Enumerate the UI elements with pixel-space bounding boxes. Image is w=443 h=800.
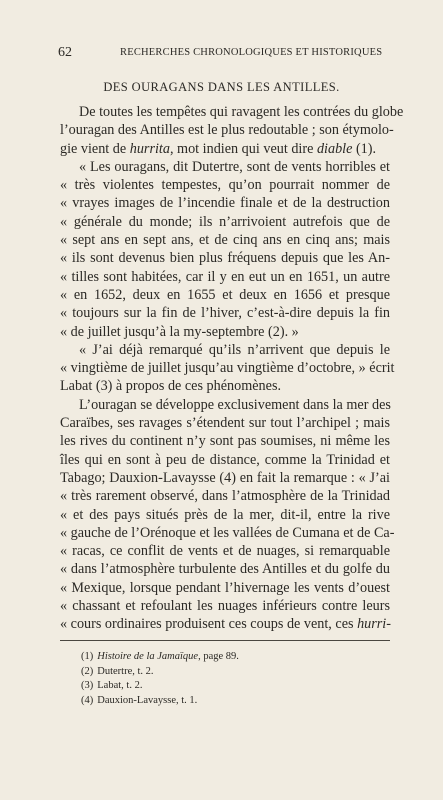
text-segment: « et des pays situés près de la mer, dit-il, entre la rive: [60, 506, 390, 523]
text-line: [60, 359, 395, 377]
text-line: [60, 506, 390, 524]
text-line: [60, 451, 390, 469]
footnotes: [81, 650, 381, 708]
text-segment: « Mexique, lorsque pendant l’hivernage les vents d’ouest: [60, 579, 390, 596]
text-segment: « racas, ce conflit de vents et de nuages, si remarquable: [60, 543, 390, 560]
text-segment: « Les ouragans, dit Dutertre, sont de vents horribles et: [79, 158, 390, 175]
text-line: [60, 597, 390, 615]
text-line: [60, 176, 390, 194]
text-line: [60, 542, 390, 560]
text-line: [60, 286, 390, 304]
footnote-label: (2): [81, 665, 94, 677]
text-segment: « vingtième de juillet jusqu’au vingtième d’octobre, » écrit: [60, 360, 395, 377]
text-segment: Labat (3) à propos de ces phénomènes.: [60, 378, 282, 395]
text-segment: « très rarement observé, dans l’atmosphère de la Trinidad: [60, 488, 390, 505]
text-segment: diable: [316, 140, 353, 157]
text-line: [60, 524, 395, 542]
text-segment: « chassant et refoulant les nuages inférieurs contre leurs: [60, 598, 390, 615]
text-line: [60, 268, 390, 286]
text-line: [60, 103, 404, 121]
page-header: [58, 45, 398, 63]
text-line: [60, 231, 390, 249]
text-line: [60, 323, 390, 341]
running-title: RECHERCHES CHRONOLOGIQUES ET HISTORIQUES: [120, 47, 383, 58]
text-segment: « tilles sont habitées, car il y en eut un en 1651, un autre: [60, 268, 390, 285]
text-line: [60, 213, 390, 231]
text-line: [60, 377, 390, 395]
text-segment: les rives du continent n’y sont pas soumises, ni même les: [60, 433, 390, 450]
text-line: [60, 121, 394, 139]
text-segment: « ils sont devenus bien plus fréquens depuis que les An-: [60, 250, 390, 267]
text-segment: « vrayes images de l’incendie finale et de la destruction: [60, 195, 390, 212]
text-segment: « générale du monde; ils n’arrivoient autrefois que de: [60, 213, 390, 230]
text-segment: « de juillet jusqu’à la my-septembre (2). »: [60, 323, 299, 340]
text-segment: l’ouragan des Antilles est le plus redoutable ; son étymolo-: [60, 122, 394, 139]
text-line: [60, 341, 390, 359]
text-segment: Histoire de la Jamaïque: [97, 651, 199, 662]
text-segment: « toujours sur la fin de l’hiver, c’est-à-dire depuis la fin: [60, 305, 390, 322]
page-number: 62: [58, 45, 72, 60]
text-segment: « gauche de l’Orénoque et les vallées de Cumana et de Ca-: [60, 524, 395, 541]
text-segment: « en 1652, deux en 1655 et deux en 1656 et presque: [60, 286, 390, 303]
text-segment: « cours ordinaires produisent ces coups de vent, ces: [60, 616, 358, 633]
text-segment: hurrita: [129, 140, 170, 157]
text-line: [60, 432, 390, 450]
text-line: [60, 194, 390, 212]
text-line: [60, 249, 390, 267]
text-segment: , mot indien qui veut dire: [169, 140, 317, 157]
text-segment: Labat, t. 2.: [97, 680, 143, 691]
footnote-label: (4): [81, 694, 94, 706]
text-line: [60, 469, 390, 487]
text-line: [60, 579, 390, 597]
footnote: [81, 665, 381, 680]
text-segment: gie vient de: [60, 140, 130, 157]
text-segment: Dauxion-Lavaysse, t. 1.: [97, 694, 198, 706]
text-segment: De toutes les tempêtes qui ravagent les contrées du globe: [79, 104, 404, 120]
text-segment: « J’ai déjà remarqué qu’ils n’arrivent que depuis le: [79, 341, 390, 358]
text-line: [60, 615, 390, 633]
text-segment: îles qui en sont à peu de distance, comme la Trinidad et: [60, 451, 390, 468]
text-line: [60, 158, 390, 176]
text-line: [60, 140, 390, 158]
footnote: [81, 679, 381, 694]
text-line: [60, 560, 390, 578]
text-line: [60, 396, 390, 414]
text-segment: « dans l’atmosphère turbulente des Antilles et du golfe du: [60, 561, 390, 578]
text-line: [60, 487, 390, 505]
text-segment: L’ouragan se développe exclusivement dans la mer des: [79, 396, 391, 413]
text-segment: « sept ans en sept ans, et de cinq ans en cinq ans; mais: [60, 232, 390, 249]
body-text: [60, 103, 404, 634]
text-segment: , page 89.: [198, 651, 239, 662]
footnote-rule: [60, 640, 390, 641]
text-segment: Dutertre, t. 2.: [97, 665, 154, 677]
text-segment: hurri-: [357, 616, 391, 633]
text-segment: « très violentes tempestes, qu’on pourrait nommer de: [60, 177, 390, 194]
footnote: [81, 694, 381, 709]
section-title: DES OURAGANS DANS LES ANTILLES.: [103, 80, 340, 94]
footnote: [81, 650, 381, 665]
text-line: [60, 304, 390, 322]
text-line: [60, 414, 390, 432]
text-segment: Caraïbes, ses ravages s’étendent sur tout l’archipel ; mais: [60, 415, 390, 432]
text-segment: (1).: [352, 140, 377, 157]
text-segment: Tabago; Dauxion-Lavaysse (4) en fait la remarque : « J’ai: [60, 469, 390, 486]
footnote-label: (3): [81, 680, 94, 691]
footnote-label: (1): [81, 651, 94, 662]
